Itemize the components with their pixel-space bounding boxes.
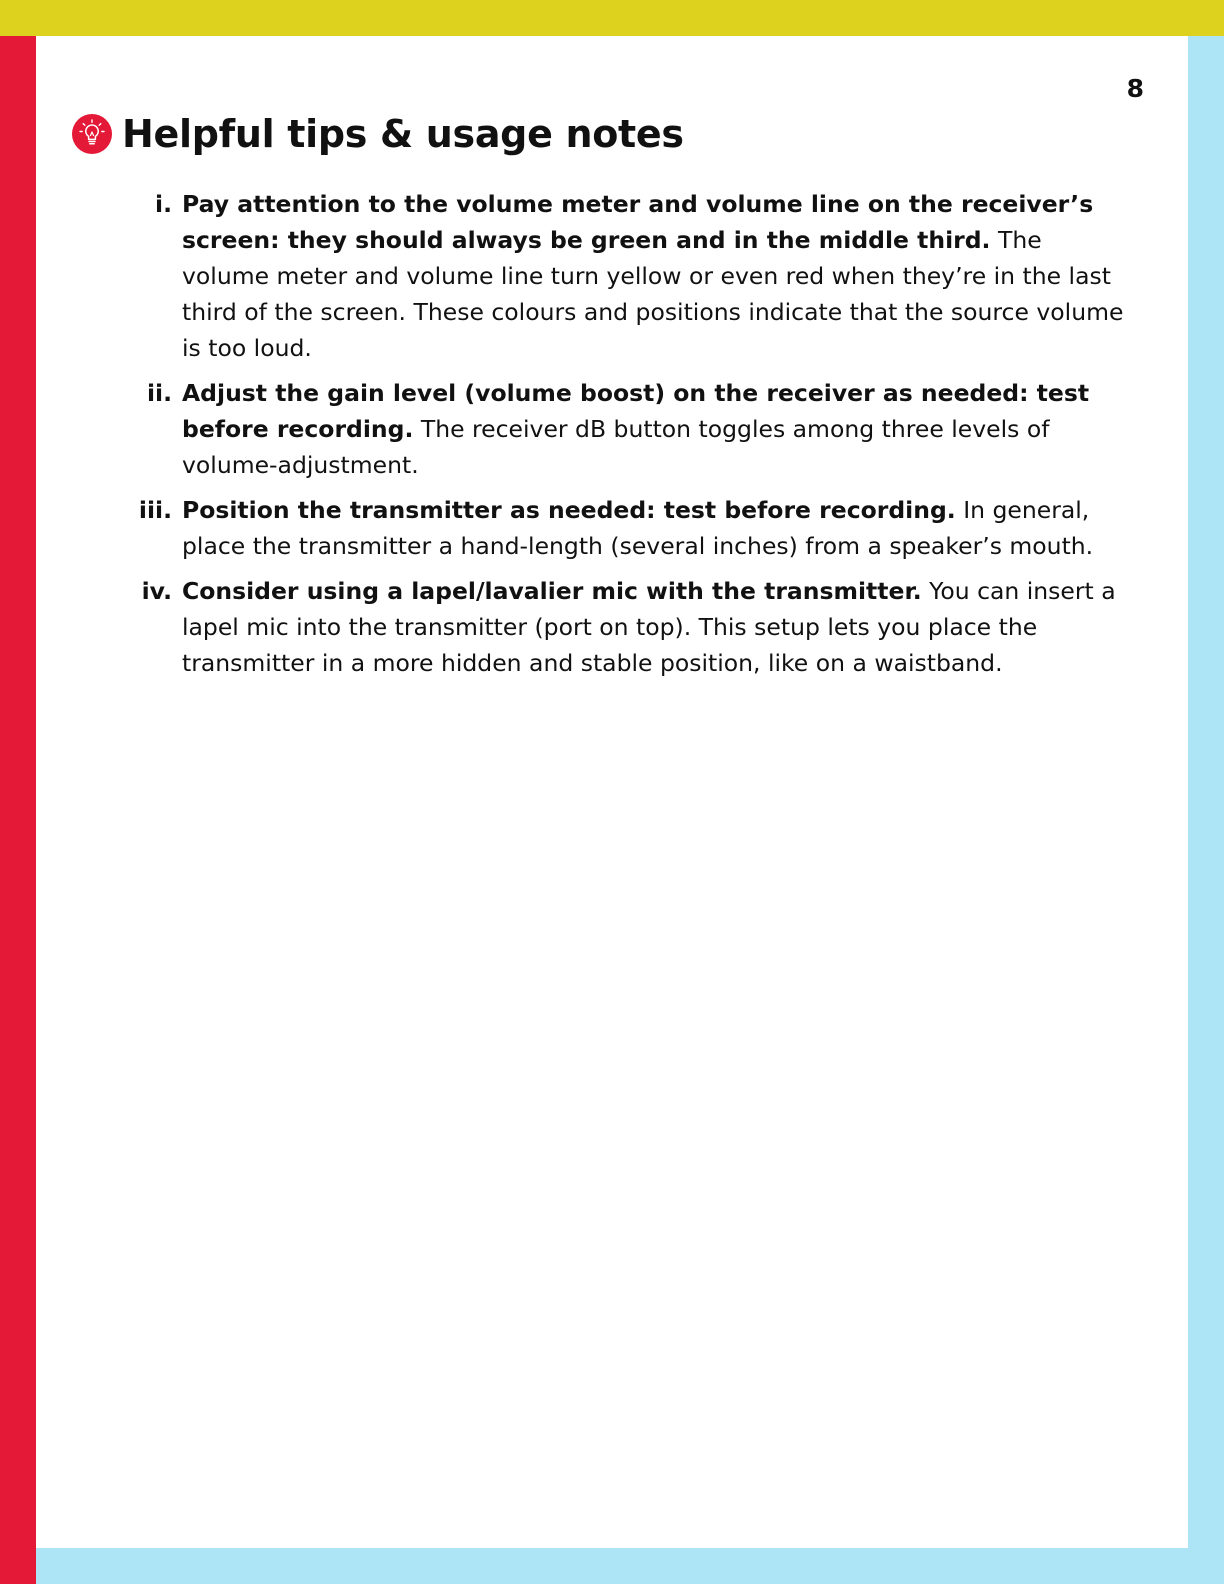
left-color-bar [0,36,36,1584]
page-number: 8 [1126,74,1144,103]
bottom-color-bar [36,1548,1188,1584]
top-color-bar [0,0,1224,36]
tips-list [130,186,1130,690]
list-item [130,573,1130,681]
list-item-text: In general, place the transmitter a hand-length (several inches) from a speaker’s mouth. [182,496,1094,560]
list-item [130,492,1130,564]
list-item-text: You can insert a lapel mic into the transmitter (port on top). This setup lets you place the transmitter in a more hidden and stable position, like on a waistband. [182,577,1116,677]
list-item-text: The receiver dB button toggles among three levels of volume-adjustment. [182,415,1050,479]
list-item-text: The volume meter and volume line turn yellow or even red when they’re in the last third of the screen. These colours and positions indicate that the source volume is too loud. [182,226,1124,362]
list-item [130,375,1130,483]
right-color-bar [1188,36,1224,1584]
page-title: Helpful tips & usage notes [122,112,684,156]
list-item-heading: Pay attention to the volume meter and volume line on the receiver’s screen: they should always be green and in the middle third. [182,190,1094,254]
list-item-number: iv. [141,577,172,605]
list-item [130,186,1130,366]
lightbulb-icon [72,114,112,154]
list-item-heading: Position the transmitter as needed: test before recording. [182,496,956,524]
section-heading [72,112,684,156]
list-item-heading: Adjust the gain level (volume boost) on the receiver as needed: test before recording. [182,379,1090,443]
list-item-number: iii. [138,496,172,524]
list-item-heading: Consider using a lapel/lavalier mic with the transmitter. [182,577,922,605]
list-item-number: ii. [146,379,172,407]
list-item-number: i. [155,190,172,218]
